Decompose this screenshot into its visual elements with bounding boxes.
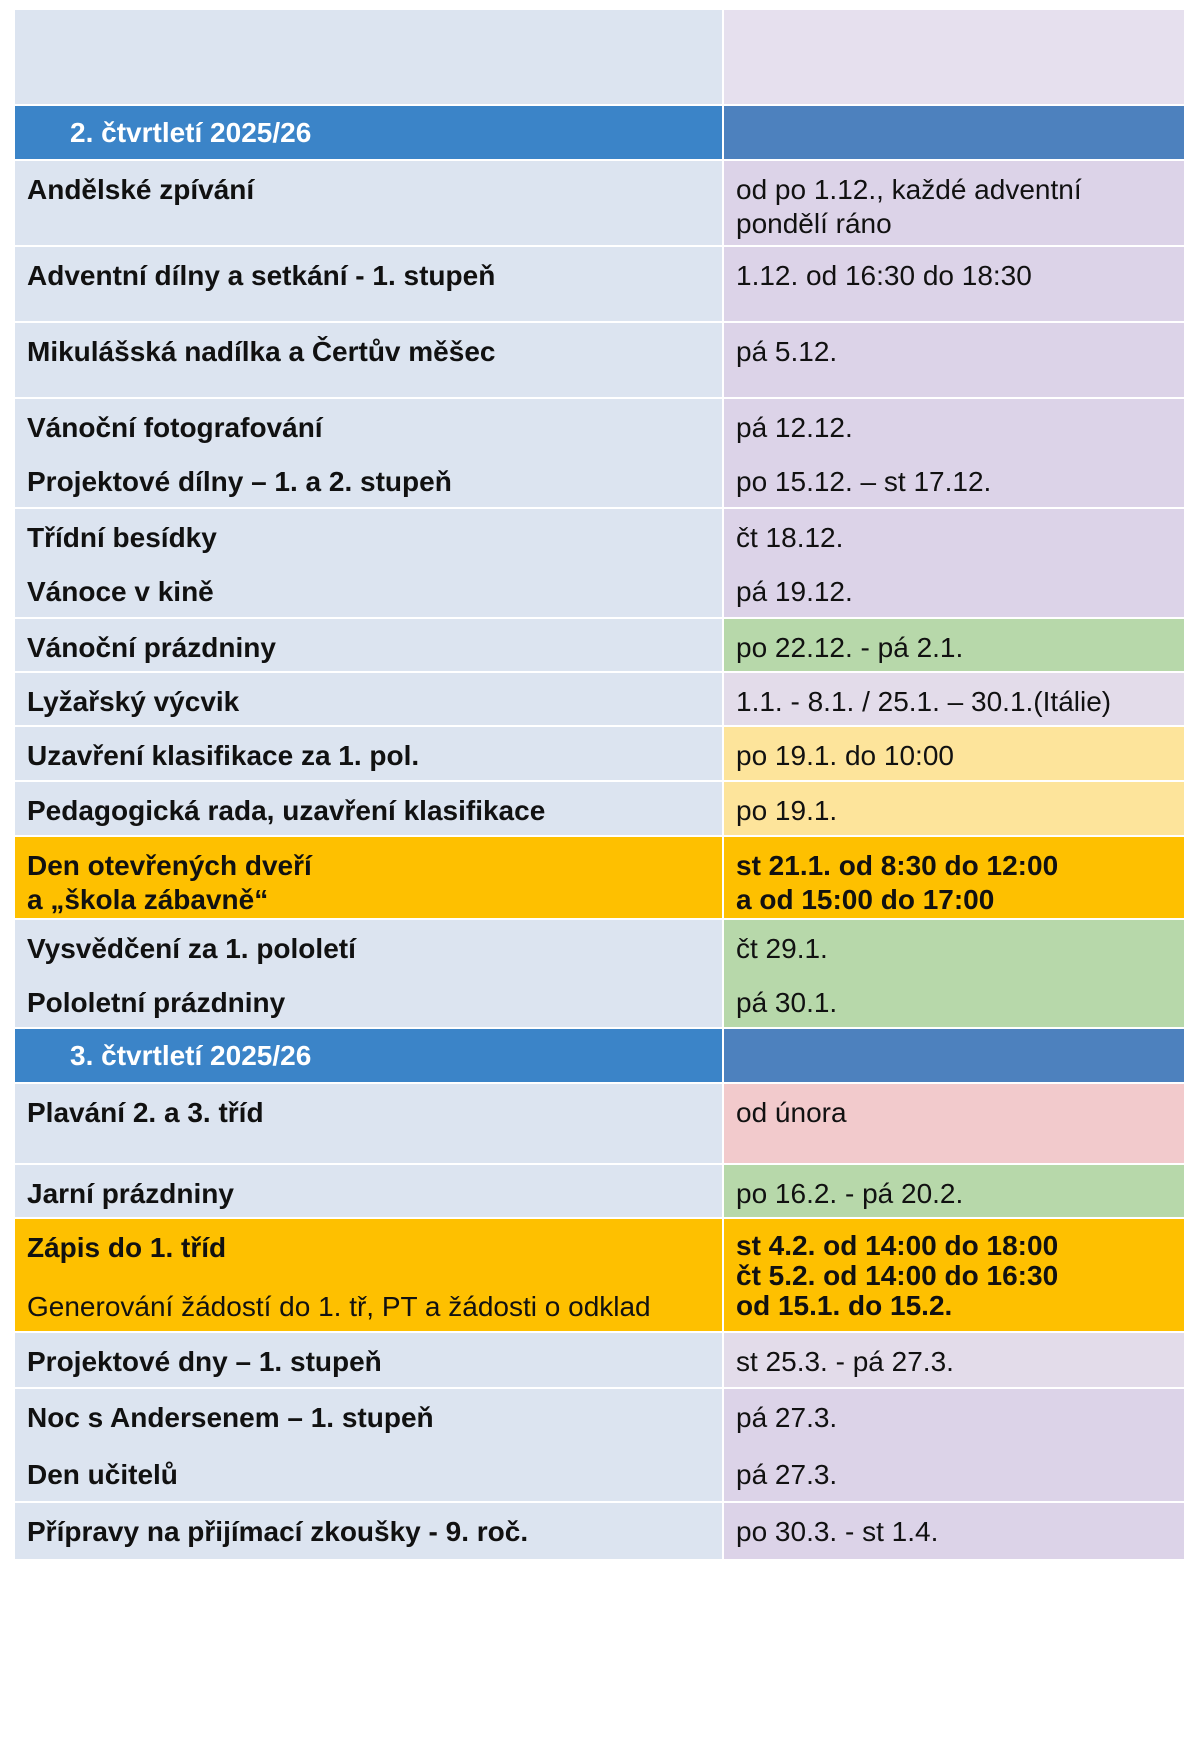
event-name: Plavání 2. a 3. tříd	[15, 1083, 723, 1164]
event-note: Generování žádostí do 1. tř, PT a žádosti o odklad	[27, 1291, 651, 1322]
event-name: Projektové dílny – 1. a 2. stupeň	[15, 453, 723, 508]
table-row	[15, 322, 1184, 398]
quarter-title: 3. čtvrtletí 2025/26	[15, 1028, 723, 1083]
event-name: Jarní prázdniny	[15, 1164, 723, 1218]
table-row	[15, 160, 1184, 246]
table-row	[15, 1446, 1184, 1502]
event-date: pá 30.1.	[723, 974, 1184, 1028]
event-date: pá 27.3.	[723, 1388, 1184, 1446]
event-name: Vysvědčení za 1. pololetí	[15, 919, 723, 974]
table-row	[15, 618, 1184, 672]
event-date: po 19.1.	[723, 781, 1184, 836]
event-date	[723, 1218, 1184, 1332]
event-date: po 15.12. – st 17.12.	[723, 453, 1184, 508]
table-row	[15, 919, 1184, 974]
event-name: Den učitelů	[15, 1446, 723, 1502]
event-name: Pedagogická rada, uzavření klasifikace	[15, 781, 723, 836]
event-name	[15, 1218, 723, 1332]
event-date-line: od po 1.12., každé adventní	[736, 174, 1082, 205]
table-row	[15, 1332, 1184, 1388]
quarter-title: 2. čtvrtletí 2025/26	[15, 105, 723, 160]
table-row	[15, 1083, 1184, 1164]
event-date	[723, 836, 1184, 919]
event-name-line: Zápis do 1. tříd	[27, 1232, 227, 1263]
event-name: Projektové dny – 1. stupeň	[15, 1332, 723, 1388]
event-name: Přípravy na přijímací zkoušky - 9. roč.	[15, 1502, 723, 1559]
event-name: Vánoční prázdniny	[15, 618, 723, 672]
event-date: po 19.1. do 10:00	[723, 726, 1184, 781]
event-date-line: od 15.1. do 15.2.	[736, 1290, 953, 1321]
event-name: Uzavření klasifikace za 1. pol.	[15, 726, 723, 781]
quarter-header	[15, 1028, 1184, 1083]
quarter-header-right	[723, 105, 1184, 160]
table-row	[15, 246, 1184, 322]
table-row	[15, 726, 1184, 781]
event-date: st 25.3. - pá 27.3.	[723, 1332, 1184, 1388]
quarter-header	[15, 105, 1184, 160]
event-name	[15, 836, 723, 919]
top-blank-row	[15, 10, 1184, 105]
event-date: 1.1. - 8.1. / 25.1. – 30.1.(Itálie)	[723, 672, 1184, 726]
event-name: Adventní dílny a setkání - 1. stupeň	[15, 246, 723, 322]
table-row-highlight	[15, 836, 1184, 919]
event-name: Mikulášská nadílka a Čertův měšec	[15, 322, 723, 398]
event-date: 1.12. od 16:30 do 18:30	[723, 246, 1184, 322]
event-date: pá 19.12.	[723, 563, 1184, 618]
event-date: pá 27.3.	[723, 1446, 1184, 1502]
table-row	[15, 1164, 1184, 1218]
table-row	[15, 398, 1184, 453]
event-name: Noc s Andersenem – 1. stupeň	[15, 1388, 723, 1446]
event-name-line: Den otevřených dveří	[27, 850, 312, 881]
event-date-line: st 4.2. od 14:00 do 18:00	[736, 1230, 1059, 1261]
event-date: po 22.12. - pá 2.1.	[723, 618, 1184, 672]
event-name-line: a „škola zábavně“	[27, 884, 269, 915]
table-row	[15, 1388, 1184, 1446]
event-date: po 30.3. - st 1.4.	[723, 1502, 1184, 1559]
event-date	[723, 160, 1184, 246]
table-row	[15, 453, 1184, 508]
table-row	[15, 563, 1184, 618]
event-date: po 16.2. - pá 20.2.	[723, 1164, 1184, 1218]
table-row	[15, 781, 1184, 836]
event-date: pá 12.12.	[723, 398, 1184, 453]
quarter-header-right	[723, 1028, 1184, 1083]
event-date-line: a od 15:00 do 17:00	[736, 884, 995, 915]
schedule-table	[15, 10, 1184, 1559]
top-blank-left	[15, 10, 723, 105]
top-blank-right	[723, 10, 1184, 105]
event-date: čt 29.1.	[723, 919, 1184, 974]
table-row	[15, 508, 1184, 563]
table-row-highlight	[15, 1218, 1184, 1332]
event-date: pá 5.12.	[723, 322, 1184, 398]
event-name: Andělské zpívání	[15, 160, 723, 246]
event-date-line: čt 5.2. od 14:00 do 16:30	[736, 1260, 1059, 1291]
event-name: Vánoce v kině	[15, 563, 723, 618]
event-name: Pololetní prázdniny	[15, 974, 723, 1028]
event-date: čt 18.12.	[723, 508, 1184, 563]
event-name: Lyžařský výcvik	[15, 672, 723, 726]
table-row	[15, 1502, 1184, 1559]
event-date-line: pondělí ráno	[736, 208, 892, 239]
event-date-line: st 21.1. od 8:30 do 12:00	[736, 850, 1059, 881]
table-row	[15, 672, 1184, 726]
event-date: od února	[723, 1083, 1184, 1164]
event-name: Třídní besídky	[15, 508, 723, 563]
table-row	[15, 974, 1184, 1028]
event-name: Vánoční fotografování	[15, 398, 723, 453]
